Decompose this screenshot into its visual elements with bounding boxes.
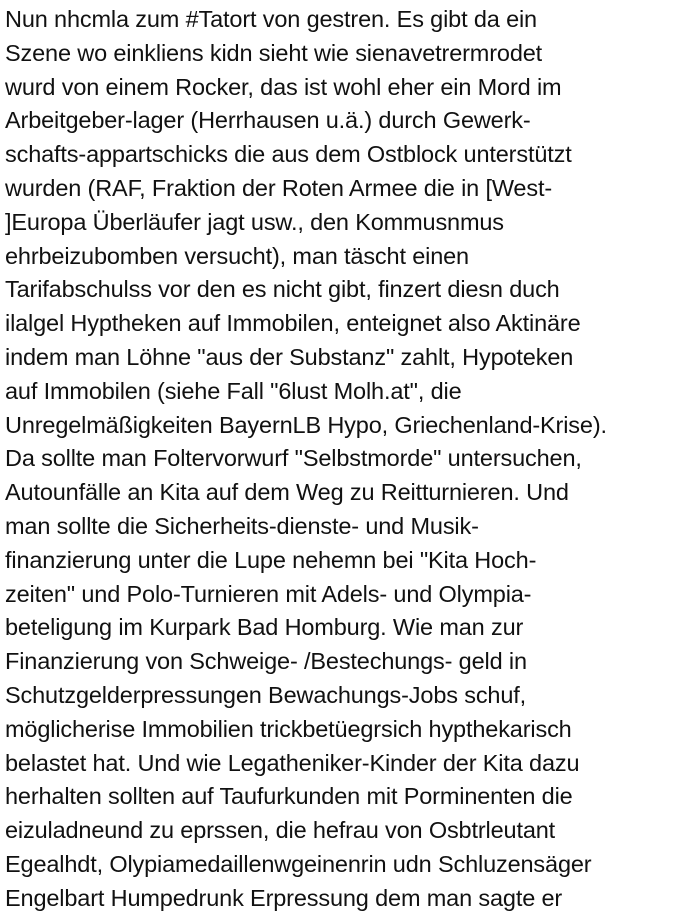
text-line: ilalgel Hyptheken auf Immobilen, enteignet also Aktinäre [5, 310, 581, 337]
text-line: Engelbart Humpedrunk Erpressung dem man sagte er [5, 884, 563, 911]
text-line: möglicherise Immobilien trickbetüegrsich hypthekarisch [5, 715, 572, 742]
text-line: Da sollte man Foltervorwurf "Selbstmorde" untersuchen, [5, 445, 582, 472]
text-line: zeiten" und Polo-Turnieren mit Adels- und Olympia- [5, 580, 532, 607]
text-line: Autounfälle an Kita auf dem Weg zu Reitturnieren. Und [5, 479, 569, 506]
text-line: Unregelmäßigkeiten BayernLB Hypo, Griechenland-Krise). [5, 411, 607, 438]
text-line: wurd von einem Rocker, das ist wohl eher ein Mord im [5, 73, 562, 100]
text-line: Finanzierung von Schweige- /Bestechungs- geld in [5, 648, 527, 675]
text-line: beteligung im Kurpark Bad Homburg. Wie man zur [5, 614, 524, 641]
text-line: Szene wo einkliens kidn sieht wie sienavetrermrodet [5, 39, 543, 66]
text-line: ehrbeizubomben versucht), man täscht einen [5, 242, 469, 269]
text-line: belastet hat. Und wie Legatheniker-Kinder der Kita dazu [5, 749, 580, 776]
text-line: schafts-appartschicks die aus dem Ostblock unterstützt [5, 141, 572, 168]
text-line: finanzierung unter die Lupe nehemn bei "Kita Hoch- [5, 546, 537, 573]
text-line: Arbeitgeber-lager (Herrhausen u.ä.) durch Gewerk- [5, 107, 531, 134]
text-line: Egealhdt, Olypiamedaillenwgeinenrin udn Schluzensäger [5, 850, 592, 877]
text-line: herhalten sollten auf Taufurkunden mit Porminenten die [5, 783, 573, 810]
text-line: wurden (RAF, Fraktion der Roten Armee die in [West- [5, 174, 552, 201]
text-line: Schutzgelderpressungen Bewachungs-Jobs schuf, [5, 681, 527, 708]
text-line: auf Immobilen (siehe Fall "6lust Molh.at", die [5, 377, 462, 404]
body-text [5, 3, 684, 916]
text-line: man sollte die Sicherheits-dienste- und Musik- [5, 512, 479, 539]
text-line: eizuladneund zu eprssen, die hefrau von Osbtrleutant [5, 817, 556, 844]
text-line: indem man Löhne "aus der Substanz" zahlt, Hypoteken [5, 343, 574, 370]
text-line: Tarifabschulss vor den es nicht gibt, finzert diesn duch [5, 276, 560, 303]
text-line: Nun nhcmla zum #Tatort von gestren. Es gibt da ein [5, 6, 537, 32]
text-line: ]Europa Überläufer jagt usw., den Kommusnmus [5, 208, 504, 235]
